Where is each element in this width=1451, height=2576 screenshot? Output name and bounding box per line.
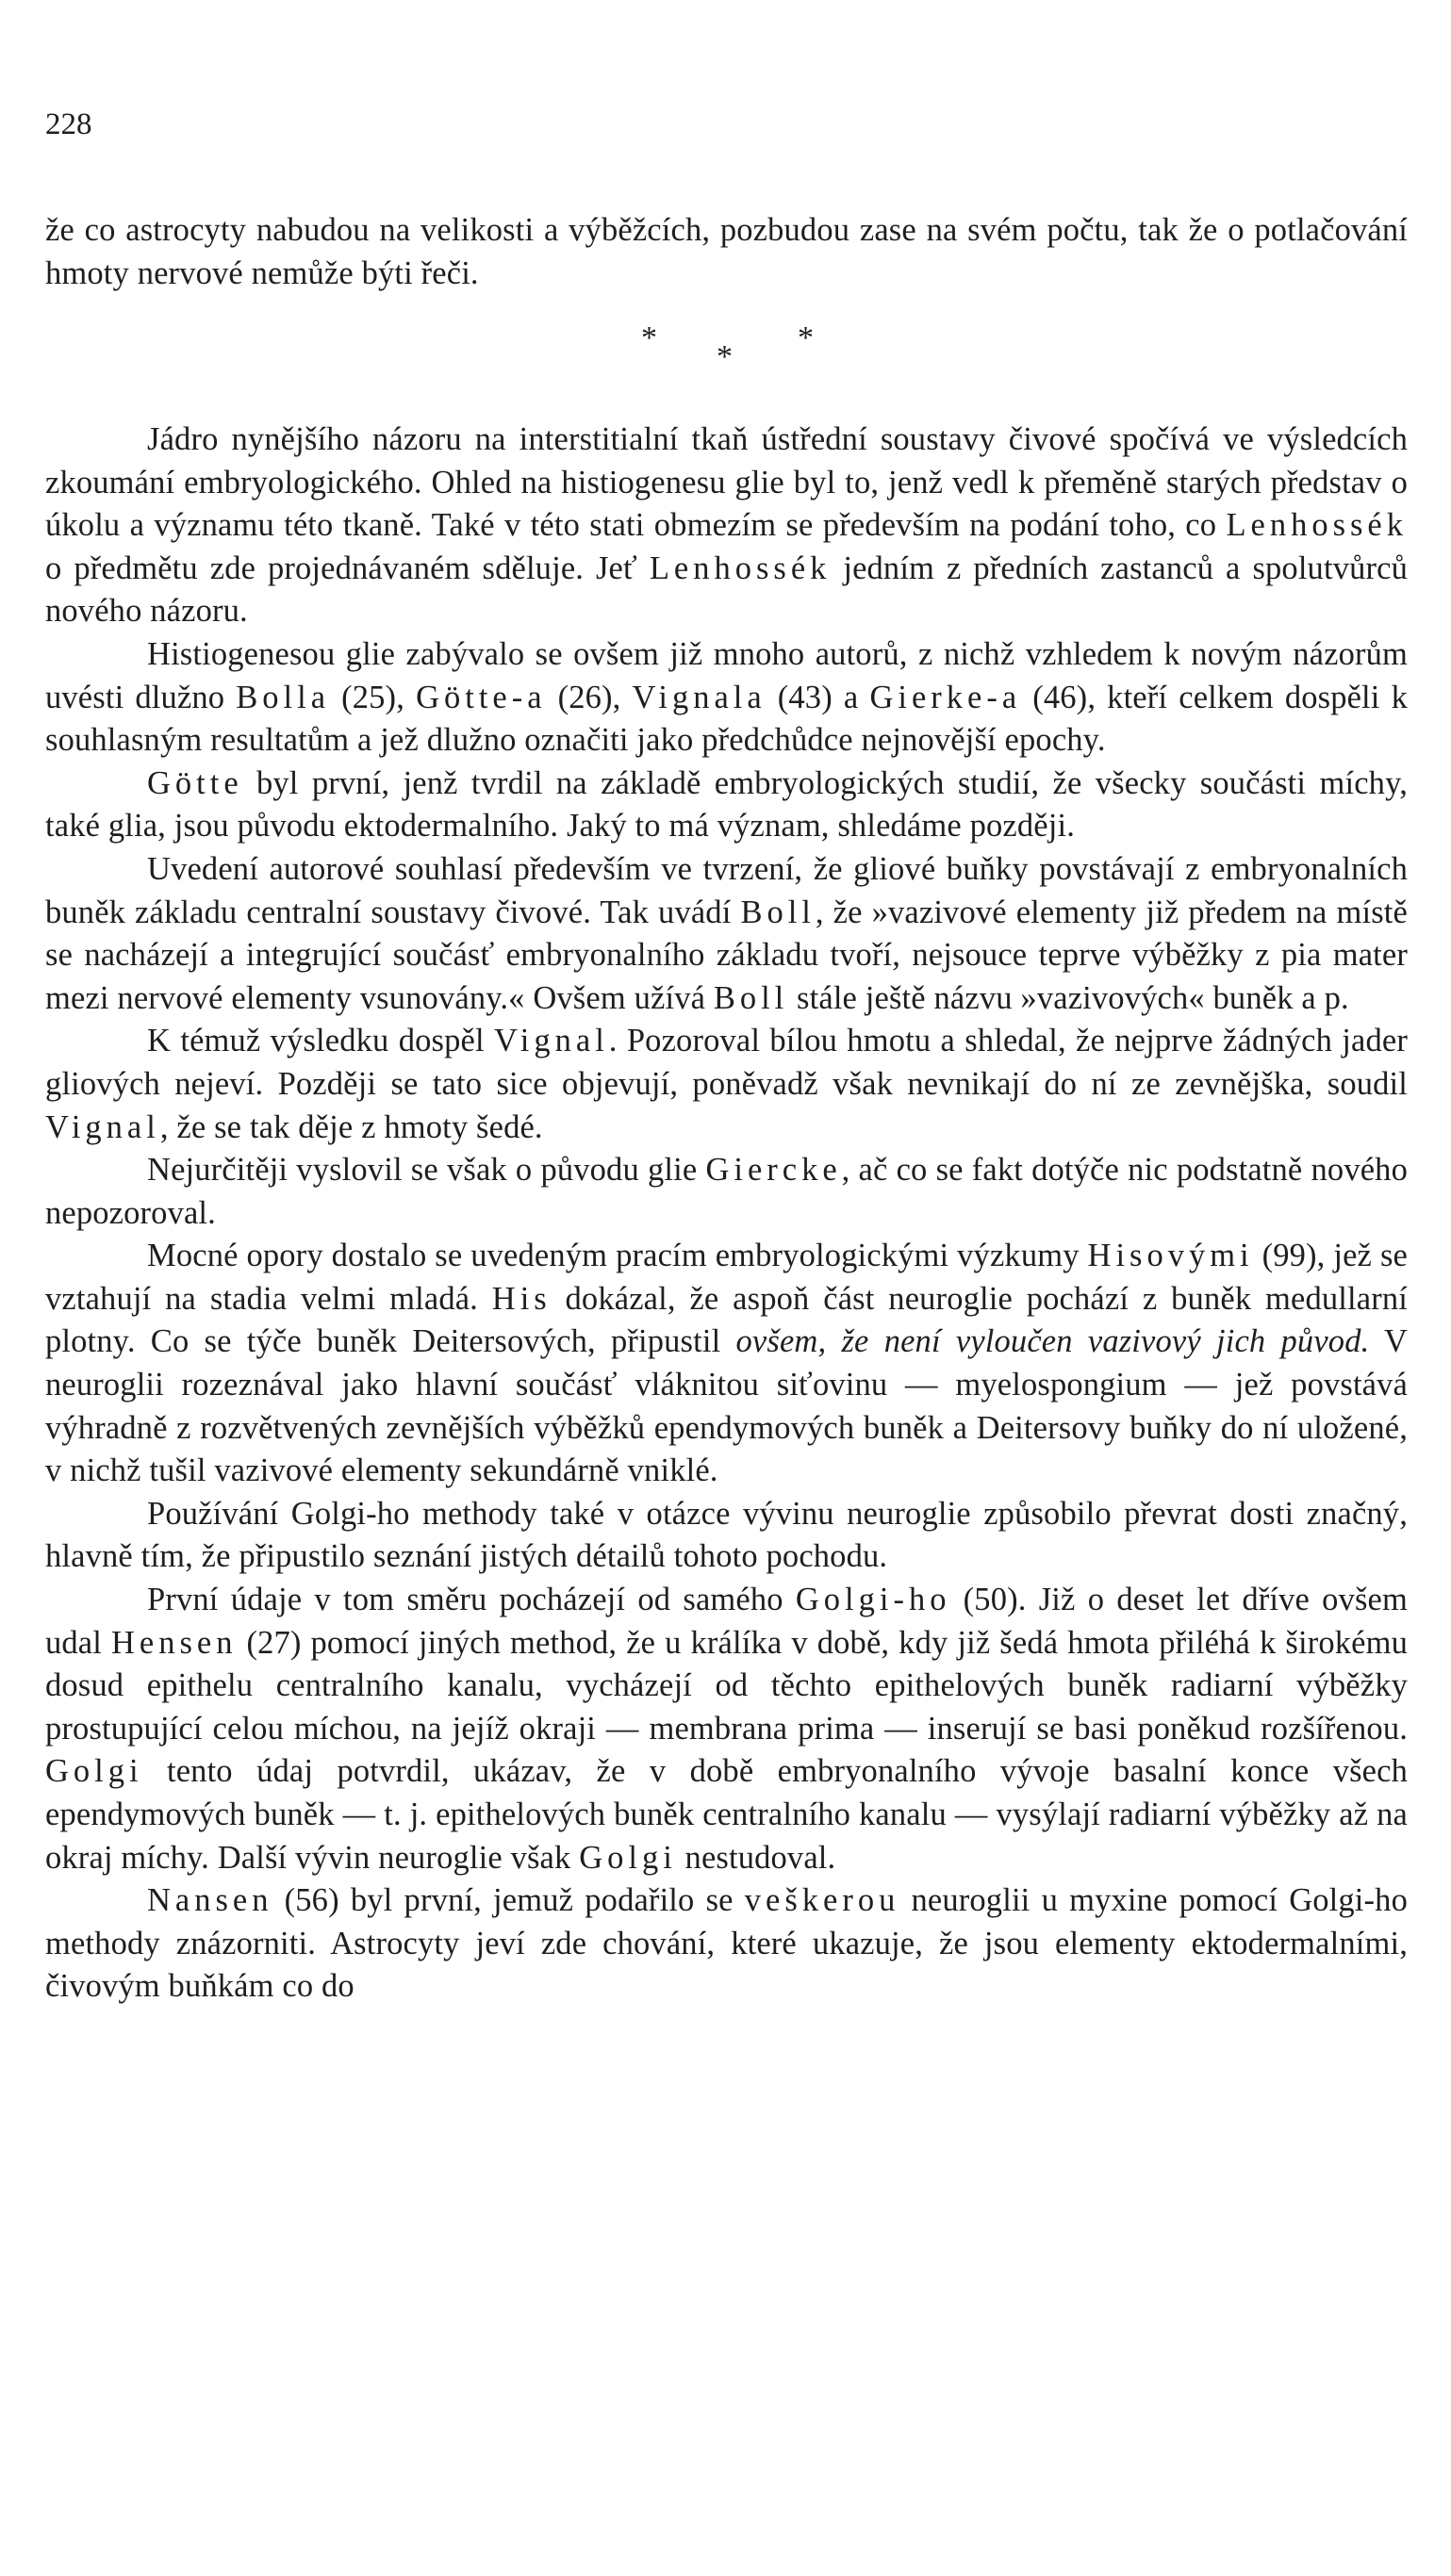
text-run: (25), xyxy=(330,679,417,715)
text-run: (46), kteří celkem dospěli k souhlasným resultatům a jež dlužno označiti jako předchůdce nejnovější epochy. xyxy=(45,679,1409,759)
author-name: Vignala xyxy=(632,679,767,715)
author-name: Giercke xyxy=(705,1152,842,1189)
italic-text: ovšem, že není vyloučen vazivový jich původ. xyxy=(735,1323,1370,1360)
asterisk: * xyxy=(717,339,733,374)
paragraph-3 xyxy=(45,763,1408,848)
paragraph-8 xyxy=(45,1493,1408,1579)
text-run: byl první, jenž tvrdil na základě embryologických studií, že všecky součásti míchy, také glia, jsou původu ektodermalního. Jaký to má význam, shledáme později. xyxy=(45,764,1408,845)
text-run: Mocné opory dostalo se uvedeným pracím embryologickými výzkumy xyxy=(147,1238,1088,1274)
author-name: Golgi-ho xyxy=(795,1582,951,1618)
text-run: (50). Již o deset let dříve ovšem udal xyxy=(45,1582,1408,1661)
text-run: , že se tak děje z hmoty šedé. xyxy=(159,1108,543,1145)
paragraph-7 xyxy=(45,1235,1408,1493)
author-name: Lenhossék xyxy=(1226,507,1408,544)
text-run: (26), xyxy=(546,679,633,715)
text-run: , ač co se fakt dotýče nic podstatně nového nepozoroval. xyxy=(45,1152,1408,1231)
author-name: Hisovými xyxy=(1087,1238,1254,1274)
text-run: . Pozoroval bílou hmotu a shledal, že nejprve žádných jader gliových nejeví. Později se tato sice objevují, poněvadž však nevnikají do ní ze zevnějška, soudil xyxy=(45,1023,1408,1102)
asterisk: * xyxy=(641,320,657,355)
page-number: 228 xyxy=(45,107,92,141)
paragraph-2 xyxy=(45,633,1408,763)
author-name: Gierke-a xyxy=(869,679,1022,715)
text-run: stále ještě názvu »vazivových« buněk a p. xyxy=(788,979,1349,1016)
paragraph-5 xyxy=(45,1020,1408,1149)
intro-paragraph: že co astrocyty nabudou na velikosti a výběžcích, pozbudou zase na svém počtu, tak že o potlačování hmoty nervové nemůže býti řeči. xyxy=(45,212,1408,291)
text-run: , že »vazivové elementy již předem na místě se nacházejí a integrující součásť embryonalního základu tvoří, nejsouce teprve výběžky z pia mater mezi nervové elementy vsunovány.« Ovšem užívá xyxy=(45,894,1408,1016)
author-name: Götte-a xyxy=(416,679,547,715)
text-run: V neuroglii rozeznával jako hlavní součásť vláknitou siťovinu — myelospongium — jež povstává výhradně z rozvětvených zevnějších výběžků ependymových buněk a Deitersovy buňky do ní uložené, v nichž tušil vazivové elementy sekundárně vniklé. xyxy=(45,1323,1409,1489)
section-separator xyxy=(0,320,1451,377)
text-run: jedním z předních zastanců a spolutvůrců nového názoru. xyxy=(45,550,1408,630)
emphasized-word: veškerou xyxy=(744,1882,900,1919)
author-name: Boll xyxy=(740,894,816,930)
main-text xyxy=(45,418,1408,2009)
paragraph-1 xyxy=(45,418,1408,633)
text-run: Jádro nynějšího názoru na interstitialní tkaň ústřední soustavy čivové spočívá ve výsledcích zkoumání embryologického. Ohled na histiogenesu glie byl to, jenž vedl k přeměně starých představ o úkolu a významu této tkaně. Také v této stati obmezím se především na podání toho, co xyxy=(45,421,1408,544)
paragraph-9 xyxy=(45,1579,1408,1879)
author-name: Vignal xyxy=(45,1108,160,1145)
author-name: Hensen xyxy=(111,1624,238,1661)
paragraph-6 xyxy=(45,1149,1408,1235)
text-run: tento údaj potvrdil, ukázav, že v době embryonalního vývoje basalní konce všech ependymových buněk — t. j. epithelových buněk centralního kanalu — vysýlají radiarní výběžky až na okraj míchy. Další vývin neuroglie však xyxy=(45,1753,1408,1876)
text-run: (43) a xyxy=(766,679,870,715)
intro-text xyxy=(45,209,1408,295)
text-run: První údaje v tom směru pocházejí od samého xyxy=(147,1582,796,1618)
text-run: dokázal, že aspoň část neuroglie pochází z buněk medullarní plotny. Co se týče buněk Deitersových, připustil xyxy=(45,1280,1408,1360)
text-run: (99), jež se vztahují na stadia velmi mladá. xyxy=(45,1238,1408,1317)
asterisk: * xyxy=(798,320,814,355)
author-name: Boll xyxy=(713,979,789,1016)
paragraph-4 xyxy=(45,848,1408,1020)
text-run: K témuž výsledku dospěl xyxy=(147,1023,494,1059)
text-run: (27) pomocí jiných method, že u králíka v době, kdy již šedá hmota přiléhá k širokému dosud epithelu centralního kanalu, vycházejí od těchto epithelových buněk radiarní výběžky prostupující celou míchou, na jejíž okraji — membrana prima — inserují se basi poněkud rozšířenou. xyxy=(45,1624,1408,1747)
author-name: Götte xyxy=(147,764,243,801)
text-run: Uvedení autorové souhlasí především ve tvrzení, že gliové buňky povstávají z embryonalních buněk základu centralní soustavy čivové. Tak uvádí xyxy=(45,850,1408,930)
text-run: Nejurčitěji vyslovil se však o původu glie xyxy=(147,1152,706,1189)
author-name: His xyxy=(491,1280,552,1317)
text-run: neuroglii u myxine pomocí Golgi-ho methody znázorniti. Astrocyty jeví zde chování, které ukazuje, že jsou elementy ektodermalními, čivovým buňkám co do xyxy=(45,1882,1408,2005)
author-name: Bolla xyxy=(236,679,331,715)
author-name: Lenhossék xyxy=(649,550,832,586)
text-run: Používání Golgi-ho methody také v otázce vývinu neuroglie způsobilo převrat dosti značný, hlavně tím, že připustilo seznání jistých détailů tohoto pochodu. xyxy=(45,1495,1408,1575)
author-name: Vignal xyxy=(493,1023,609,1059)
author-name: Golgi xyxy=(579,1839,677,1876)
text-run: (56) byl první, jemuž podařilo se xyxy=(272,1882,745,1919)
paragraph-10 xyxy=(45,1879,1408,2009)
author-name: Golgi xyxy=(45,1753,143,1790)
author-name: Nansen xyxy=(147,1882,273,1919)
text-run: nestudoval. xyxy=(676,1839,836,1876)
text-run: Histiogenesou glie zabývalo se ovšem již mnoho autorů, z nichž vzhledem k novým názorům uvésti dlužno xyxy=(45,635,1408,715)
text-run: o předmětu zde projednávaném sděluje. Jeť xyxy=(45,550,650,586)
